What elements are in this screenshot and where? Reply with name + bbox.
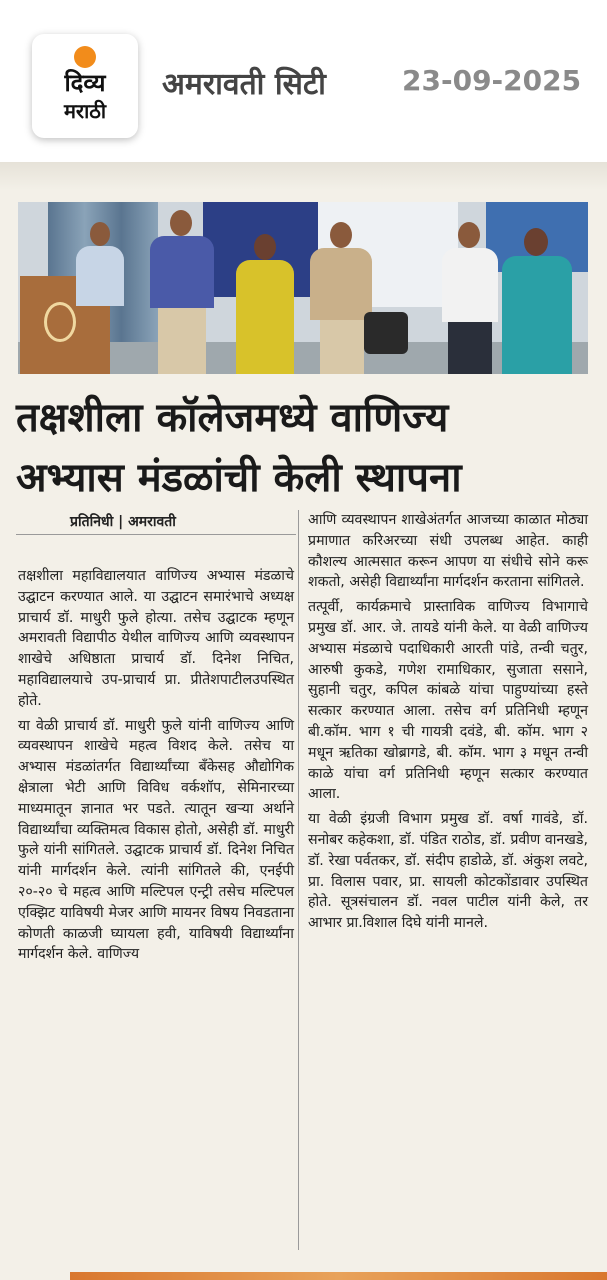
paragraph: या वेळी इंग्रजी विभाग प्रमुख डॉ. वर्षा गावंडे, डॉ. सनोबर कहेकशा, डॉ. पंडित राठोड, डॉ. प्रवीण वानखडे, डॉ. रेखा पर्वतकर, डॉ. संदीप हाडोळे, डॉ. अंकुश लवटे, प्रा. विलास पवार, प्रा. सायली कोटकोंडावार उपस्थित होते. सूत्रसंचालन डॉ. नवल पाटील यांनी केले, तर आभार प्रा.विशाल दिघे यांनी मानले. bbox=[308, 811, 588, 932]
podium-emblem-icon bbox=[44, 302, 76, 342]
headline-line1: तक्षशीला कॉलेजमध्ये वाणिज्य bbox=[16, 395, 449, 441]
edition-date: 23-09-2025 bbox=[402, 64, 582, 97]
sun-icon bbox=[74, 46, 96, 68]
torn-edge bbox=[0, 162, 607, 190]
paragraph: आणि व्यवस्थापन शाखेअंतर्गत आजच्या काळात मोठ्या प्रमाणात करिअरच्या संधी उपलब्ध आहेत. काही कौशल्य आत्मसात करून आपण या संधीचे सोने करू शकतो, असेही विद्यार्थ्यांना मार्गदर्शन करताना सांगितले. bbox=[308, 512, 588, 591]
divya-marathi-logo[interactable] bbox=[32, 34, 138, 138]
next-article-strip bbox=[70, 1272, 607, 1280]
app-header bbox=[0, 0, 607, 160]
edition-city: अमरावती सिटी bbox=[162, 67, 326, 102]
paragraph: तक्षशीला महाविद्यालयात वाणिज्य अभ्यास मंडळाचे उद्घाटन करण्यात आले. या उद्घाटन समारंभाचे अध्यक्ष प्राचार्य डॉ. माधुरी फुले होत्या. तसेच उद्घाटक म्हणून अमरावती विद्यापीठ येथील वाणिज्य आणि व्यवस्थापन शाखेचे अधिष्ठाता प्राचार्य डॉ. दिनेश निचित, महाविद्यालयाचे उप-प्राचार्य प्रा. प्रीतेशपाटीलउपस्थित होते. bbox=[18, 568, 294, 709]
logo-line1: दिव्य bbox=[64, 69, 106, 97]
article-column-left bbox=[18, 566, 294, 969]
paragraph: तत्पूर्वी, कार्यक्रमाचे प्रास्ताविक वाणिज्य विभागाचे प्रमुख डॉ. आर. जे. तायडे यांनी केले. या वेळी वाणिज्य अभ्यास मंडळाचे पदाधिकारी आरती पांडे, तन्वी चतुर, आरुषी कुकडे, गणेश रामाधिकार, सुजाता ससाने, सुहानी चतुर, कपिल कांबळे यांचा पाहुण्यांच्या हस्ते सत्कार करण्यात आला. तसेच वर्ग प्रतिनिधी म्हणून बी.कॉम. भाग १ ची गायत्री दवंडे, बी. कॉम. भाग २ मधून ऋतिका खोब्रागडे, बी. कॉम. भाग ३ मधून तन्वी काळे यांचा वर्ग प्रतिनिधी म्हणून सत्कार करण्यात आला. bbox=[308, 599, 588, 803]
logo-line2: मराठी bbox=[63, 99, 107, 123]
newspaper-clipping bbox=[0, 162, 607, 1280]
headline-line2: अभ्यास मंडळांची केली स्थापना bbox=[16, 455, 462, 501]
paragraph: या वेळी प्राचार्य डॉ. माधुरी फुले यांनी वाणिज्य आणि व्यवस्थापन शाखेचे महत्व विशद केले. तसेच या अभ्यास मंडळांतर्गत विद्यार्थ्यांच्या बँकेसह औद्योगिक क्षेत्राला भेटी आणि विविध वर्कशॉप, सेमिनारच्या माध्यमातून ज्ञानात भर पडते. त्यातून खऱ्या अर्थाने विद्यार्थ्यांचा व्यक्तिमत्व विकास होतो, असेही डॉ. माधुरी फुले यांनी सांगितले. उद्घाटक प्राचार्य डॉ. दिनेश निचित यांनी मार्गदर्शन केले. त्यांनी सांगितले की, एनईपी २०-२० चे महत्व आणि मल्टिपल एन्ट्री तसेच मल्टिपल एक्झिट याविषयी मेजर आणि मायनर विषय निवडताना कोणती काळजी घ्यायला हवी, याविषयी विद्यार्थ्यांना मार्गदर्शन केले. वाणिज्य bbox=[18, 717, 294, 963]
article-column-right bbox=[308, 510, 588, 938]
event-photo bbox=[18, 202, 588, 374]
byline: प्रतिनिधी | अमरावती bbox=[70, 514, 176, 530]
byline-divider bbox=[16, 534, 296, 535]
column-divider bbox=[298, 510, 299, 1250]
